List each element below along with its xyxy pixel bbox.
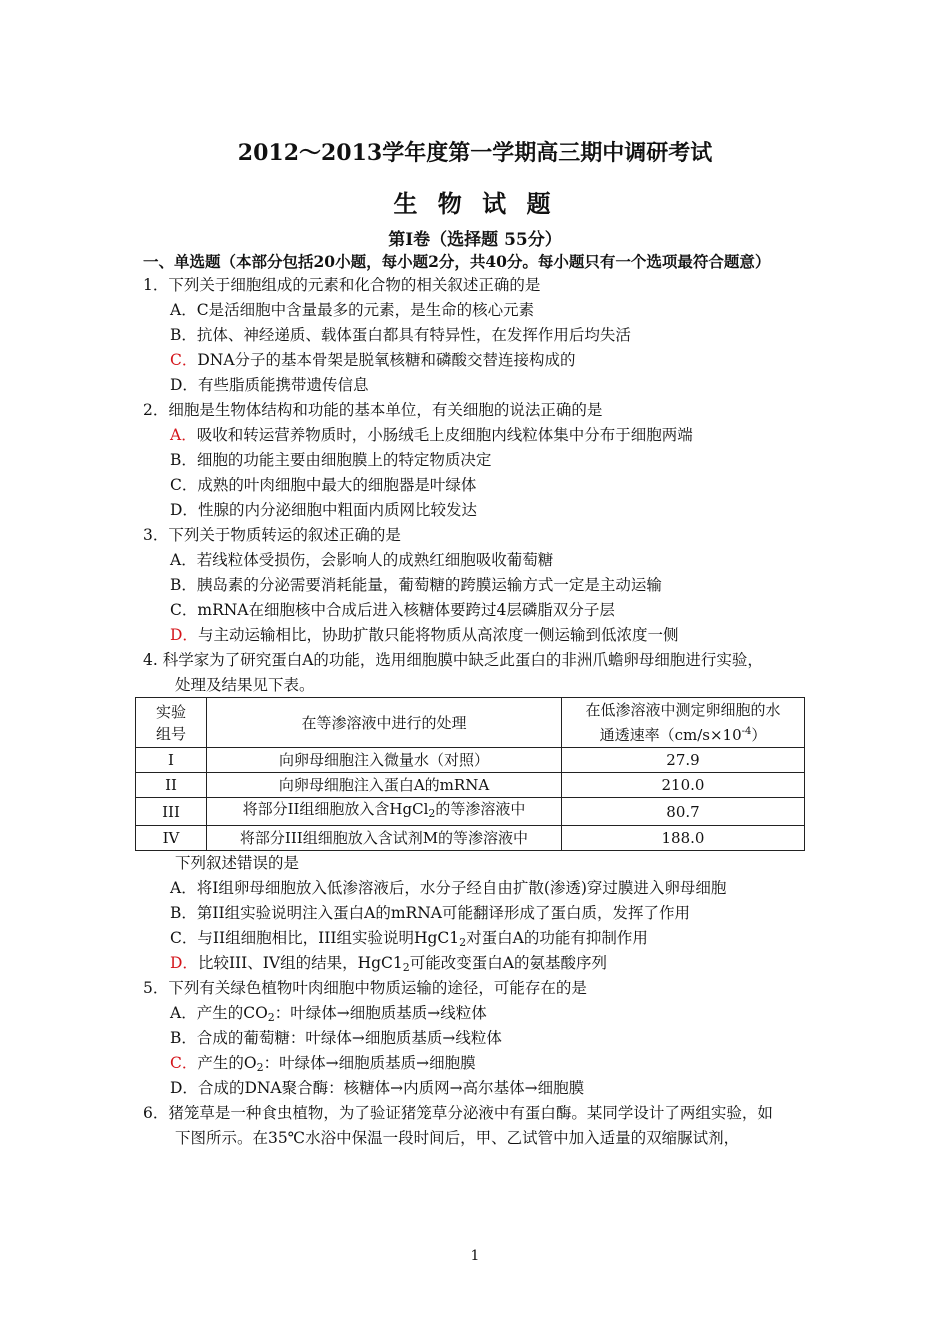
q3-option-b [170, 574, 662, 596]
header-rate: 在低渗溶液中测定卵细胞的水 通透速率$(cm/s\times 10^{-4})$ [562, 698, 805, 748]
option-letter: A． [170, 551, 197, 569]
cell-group: IV [136, 826, 207, 851]
answer-letter: C． [170, 1054, 198, 1072]
q4-followup: 下列叙述错误的是 [175, 854, 300, 872]
cell-group: I [136, 748, 207, 773]
option-text: 若线粒体受损伤，会影响人的成熟红细胞吸收葡萄糖 [196, 551, 554, 569]
q3-option-a [170, 549, 553, 571]
exam-title: 2012～2013学年度第一学期高三期中调研考试 [237, 140, 713, 166]
cell-treatment: 向卵母细胞注入蛋白A的mRNA [207, 773, 562, 798]
option-text: 第II组实验说明注入蛋白A的mRNA可能翻译形成了蛋白质，发挥了作用 [196, 904, 690, 922]
q4-option-a [170, 877, 726, 899]
part-title: 第Ⅰ卷（选择题 55分） [388, 230, 562, 250]
q5-option-b [170, 1027, 502, 1049]
option-text: 有些脂质能携带遗传信息 [197, 376, 369, 394]
option-letter: B． [170, 904, 197, 922]
q1-option-b [170, 324, 631, 346]
q1-stem: 1．下列关于细胞组成的元素和化合物的相关叙述正确的是 [143, 276, 541, 294]
q2-option-b [170, 449, 491, 471]
option-letter: B． [170, 326, 197, 344]
option-letter: C． [170, 476, 198, 494]
q3-option-d [170, 624, 678, 646]
option-text: 胰岛素的分泌需要消耗能量，葡萄糖的跨膜运输方式一定是主动运输 [196, 576, 662, 594]
q3-option-c [170, 599, 615, 621]
cell-treatment: 向卵母细胞注入微量水（对照） [207, 748, 562, 773]
option-letter: D． [170, 376, 198, 394]
option-letter: C． [170, 929, 198, 947]
option-letter: B． [170, 451, 197, 469]
q4-option-b [170, 902, 690, 924]
option-text: C是活细胞中含量最多的元素，是生命的核心元素 [196, 301, 535, 319]
cell-treatment: 将部分III组细胞放入含试剂M的等渗溶液中 [207, 826, 562, 851]
option-letter: D． [170, 1079, 198, 1097]
q3-stem: 3．下列关于物质转运的叙述正确的是 [143, 526, 401, 544]
table-row [136, 826, 805, 851]
option-letter: A． [170, 1004, 197, 1022]
option-text: 与主动运输相比，协助扩散只能将物质从高浓度一侧运输到低浓度一侧 [197, 626, 679, 644]
q2-option-d [170, 499, 477, 521]
option-text: 合成的DNA聚合酶：核糖体→内质网→高尔基体→细胞膜 [197, 1079, 585, 1097]
option-letter: B． [170, 1029, 197, 1047]
option-text: 吸收和转运营养物质时，小肠绒毛上皮细胞内线粒体集中分布于细胞两端 [196, 426, 693, 444]
option-text: 成熟的叶肉细胞中最大的细胞器是叶绿体 [197, 476, 477, 494]
answer-letter: C． [170, 351, 198, 369]
q5-stem: 5．下列有关绿色植物叶肉细胞中物质运输的途径，可能存在的是 [143, 979, 587, 997]
table-row [136, 748, 805, 773]
cell-group: III [136, 798, 207, 826]
page-number: 1 [470, 1248, 480, 1264]
q1-option-a [170, 299, 534, 321]
cell-rate: 27.9 [562, 748, 805, 773]
q4-stem: 4. 科学家为了研究蛋白A的功能，选用细胞膜中缺乏此蛋白的非洲爪蟾卵母细胞进行实验， [143, 651, 763, 669]
option-text: 合成的葡萄糖：叶绿体→细胞质基质→线粒体 [196, 1029, 502, 1047]
q5-option-c: C．产生的$O_2$：叶绿体→细胞质基质→细胞膜 [170, 1054, 476, 1074]
q6-stem-continued: 下图所示。在35℃水浴中保温一段时间后，甲、乙试管中加入适量的双缩脲试剂， [175, 1129, 740, 1147]
table-header-row [136, 698, 805, 748]
answer-letter: D． [170, 626, 198, 644]
cell-rate: 188.0 [562, 826, 805, 851]
q5-option-d [170, 1077, 584, 1099]
subject-title: 生 物 试 题 [393, 189, 557, 218]
table-row [136, 773, 805, 798]
option-text: 性腺的内分泌细胞中粗面内质网比较发达 [197, 501, 477, 519]
option-letter: A． [170, 301, 197, 319]
table-row [136, 798, 805, 826]
answer-letter: A． [170, 426, 197, 444]
q1-option-d [170, 374, 368, 396]
q2-option-c [170, 474, 476, 496]
experiment-table [135, 697, 805, 851]
cell-treatment: 将部分II组细胞放入含HgCl$_2$的等渗溶液中 [207, 798, 562, 826]
option-letter: A． [170, 879, 197, 897]
section-heading: 一、单选题（本部分包括20小题，每小题2分，共40分。每小题只有一个选项最符合题意） [143, 252, 771, 271]
q1-option-c [170, 349, 576, 371]
cell-group: II [136, 773, 207, 798]
q2-stem: 2．细胞是生物体结构和功能的基本单位，有关细胞的说法正确的是 [143, 401, 603, 419]
option-text: 细胞的功能主要由细胞膜上的特定物质决定 [196, 451, 492, 469]
q5-option-a: A．产生的$CO_2$：叶绿体→细胞质基质→线粒体 [170, 1004, 487, 1024]
q2-option-a [170, 424, 693, 446]
q4-stem-continued: 处理及结果见下表。 [175, 676, 315, 694]
q6-stem: 6．猪笼草是一种食虫植物，为了验证猪笼草分泌液中有蛋白酶。某同学设计了两组实验，如 [143, 1104, 773, 1122]
answer-letter: D． [170, 954, 198, 972]
option-letter: C． [170, 601, 198, 619]
option-letter: D． [170, 501, 198, 519]
option-text: DNA分子的基本骨架是脱氧核糖和磷酸交替连接构成的 [197, 351, 576, 369]
option-text: mRNA在细胞核中合成后进入核糖体要跨过4层磷脂双分子层 [197, 601, 615, 619]
header-group: 实验 组号 [136, 698, 207, 748]
option-letter: B． [170, 576, 197, 594]
option-text: 将I组卵母细胞放入低渗溶液后，水分子经自由扩散(渗透)穿过膜进入卵母细胞 [196, 879, 727, 897]
option-text: 抗体、神经递质、载体蛋白都具有特异性，在发挥作用后均失活 [196, 326, 631, 344]
q4-option-d: D．比较III、IV组的结果，$HgC1_2$可能改变蛋白A的氨基酸序列 [170, 954, 607, 974]
cell-rate: 80.7 [562, 798, 805, 826]
header-treatment: 在等渗溶液中进行的处理 [207, 698, 562, 748]
cell-rate: 210.0 [562, 773, 805, 798]
q4-option-c: C．与II组细胞相比，III组实验说明$HgC1_2$对蛋白A的功能有抑制作用 [170, 929, 648, 949]
